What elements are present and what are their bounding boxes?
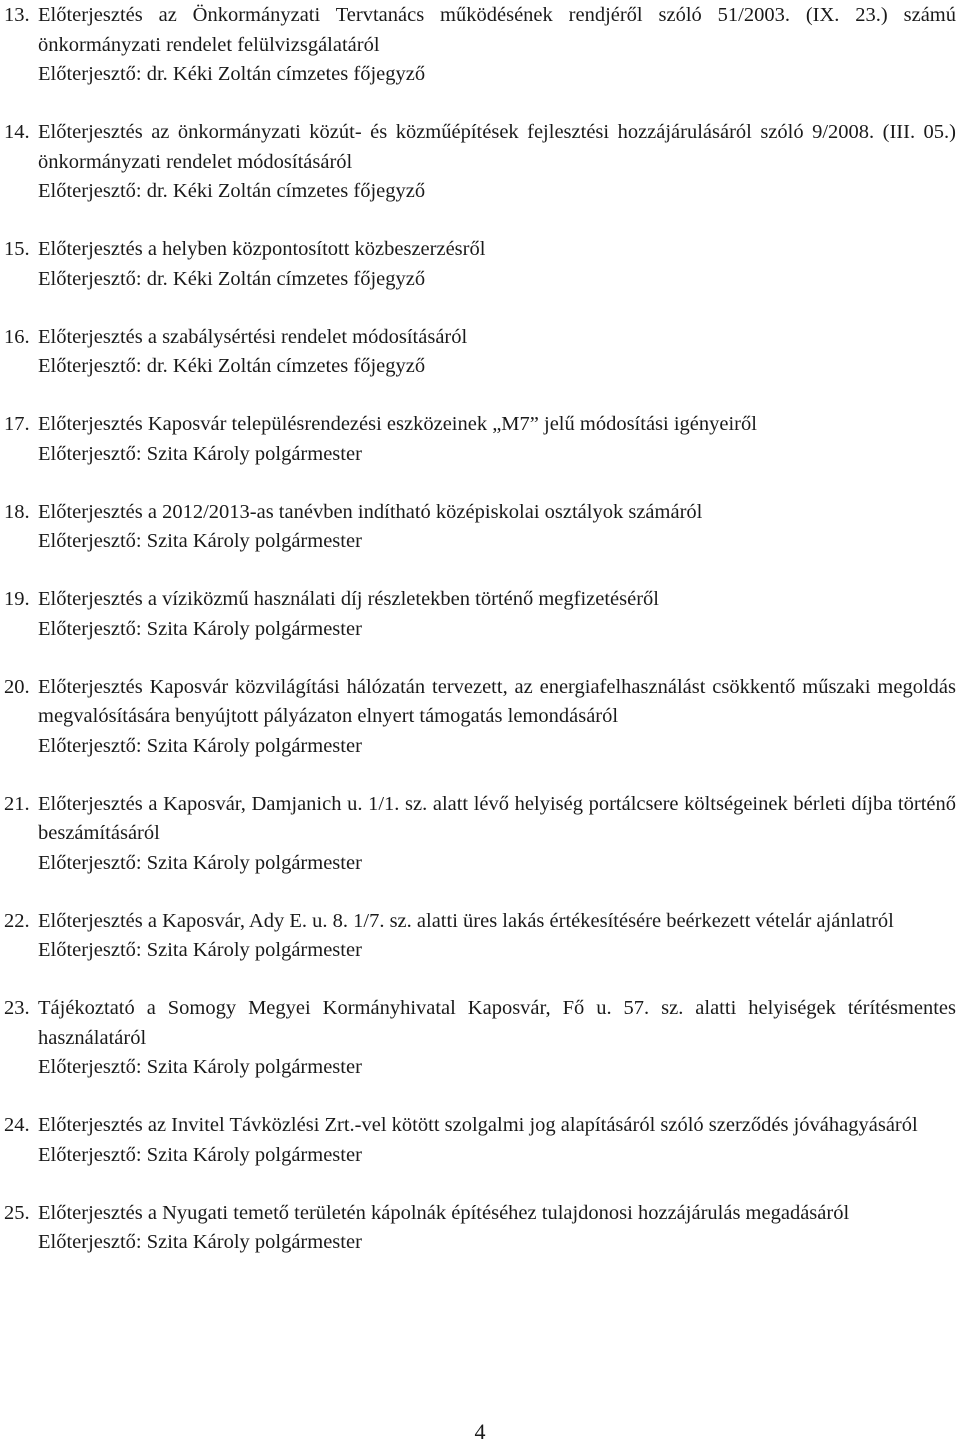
agenda-item-presenter: Előterjesztő: dr. Kéki Zoltán címzetes főjegyző xyxy=(38,355,426,377)
agenda-item xyxy=(4,585,956,644)
agenda-item-number: 15. xyxy=(4,238,30,260)
agenda-item-number: 24. xyxy=(4,1114,30,1136)
agenda-item xyxy=(4,1111,956,1170)
agenda-item-presenter: Előterjesztő: dr. Kéki Zoltán címzetes főjegyző xyxy=(38,267,426,290)
agenda-item-number: 18. xyxy=(4,500,30,523)
agenda-item-title: Előterjesztés Kaposvár településrendezési eszközeinek „M7” jelű módosítási igényeiről xyxy=(38,413,757,435)
agenda-item-presenter: Előterjesztő: Szita Károly polgármester xyxy=(38,1231,362,1253)
agenda-item-body xyxy=(38,1,956,90)
agenda-item-number: 21. xyxy=(4,792,30,815)
agenda-item xyxy=(4,1199,956,1258)
agenda-item-title: Előterjesztés az önkormányzati közút- és közműépítések fejlesztési hozzájárulásáról szóló 9/2008. (III. 05.) önkormányzati rendelet módosításáról xyxy=(38,121,956,173)
agenda-item-presenter: Előterjesztő: Szita Károly polgármester xyxy=(38,1056,362,1078)
agenda-item-title: Előterjesztés a Nyugati temető területén kápolnák építéséhez tulajdonosi hozzájárulás megadásáról xyxy=(38,1201,850,1224)
agenda-item-title: Előterjesztés a helyben központosított közbeszerzésről xyxy=(38,238,486,260)
agenda-item-title: Előterjesztés a 2012/2013-as tanévben indítható középiskolai osztályok számáról xyxy=(38,500,703,523)
agenda-item-number: 17. xyxy=(4,413,30,435)
agenda-item-title: Előterjesztés az Invitel Távközlési Zrt.-vel kötött szolgalmi jog alapításáról szóló szerződés jóváhagyásáról xyxy=(38,1114,918,1136)
agenda-item-title: Előterjesztés a szabálysértési rendelet módosításáról xyxy=(38,325,468,348)
agenda-item-body xyxy=(38,323,956,382)
agenda-item xyxy=(4,323,956,382)
agenda-item-number: 19. xyxy=(4,588,30,610)
agenda-item-title: Előterjesztés Kaposvár közvilágítási hálózatán tervezett, az energiafelhasználást csökkentő műszaki megoldás megvalósítására benyújtott pályázaton elnyert támogatás lemondásáról xyxy=(38,675,956,727)
agenda-item-presenter: Előterjesztő: Szita Károly polgármester xyxy=(38,734,362,757)
agenda-item-presenter: Előterjesztő: Szita Károly polgármester xyxy=(38,442,362,465)
agenda-item xyxy=(4,790,956,879)
agenda-item-presenter: Előterjesztő: dr. Kéki Zoltán címzetes főjegyző xyxy=(38,63,426,85)
agenda-item-presenter: Előterjesztő: Szita Károly polgármester xyxy=(38,851,362,874)
agenda-item-presenter: Előterjesztő: Szita Károly polgármester xyxy=(38,1143,362,1166)
agenda-item-number: 20. xyxy=(4,675,30,698)
agenda-item-presenter: Előterjesztő: Szita Károly polgármester xyxy=(38,617,362,640)
agenda-item xyxy=(4,673,956,762)
agenda-item xyxy=(4,498,956,557)
agenda-item xyxy=(4,907,956,966)
agenda-item-body xyxy=(38,1111,956,1170)
agenda-item-number: 23. xyxy=(4,997,30,1019)
agenda-item-body xyxy=(38,994,956,1083)
agenda-item-body xyxy=(38,585,956,644)
agenda-item-body xyxy=(38,673,956,762)
agenda-item-body xyxy=(38,790,956,879)
agenda-item-title: Tájékoztató a Somogy Megyei Kormányhivatal Kaposvár, Fő u. 57. sz. alatti helyiségek térítésmentes használatáról xyxy=(38,997,956,1049)
agenda-list xyxy=(4,1,956,1286)
agenda-item xyxy=(4,410,956,469)
agenda-item-number: 13. xyxy=(4,4,30,26)
agenda-item-number: 14. xyxy=(4,121,30,143)
agenda-item-title: Előterjesztés a Kaposvár, Damjanich u. 1/1. sz. alatt lévő helyiség portálcsere költségeinek bérleti díjba történő beszámításáról xyxy=(38,792,956,844)
agenda-item-title: Előterjesztés az Önkormányzati Tervtanács működésének rendjéről szóló 51/2003. (IX. 23.) számú önkormányzati rendelet felülvizsgálatáról xyxy=(38,4,956,56)
agenda-item xyxy=(4,235,956,294)
agenda-item xyxy=(4,994,956,1083)
agenda-item xyxy=(4,118,956,207)
agenda-item-title: Előterjesztés a víziközmű használati díj részletekben történő megfizetéséről xyxy=(38,588,660,610)
agenda-item-presenter: Előterjesztő: Szita Károly polgármester xyxy=(38,939,362,961)
agenda-item-body xyxy=(38,235,956,294)
agenda-item-title: Előterjesztés a Kaposvár, Ady E. u. 8. 1/7. sz. alatti üres lakás értékesítésére beérkezett vételár ajánlatról xyxy=(38,909,894,932)
agenda-item-number: 16. xyxy=(4,325,30,348)
agenda-item-presenter: Előterjesztő: Szita Károly polgármester xyxy=(38,530,362,552)
agenda-item-body xyxy=(38,1199,956,1258)
page-number: 4 xyxy=(474,1419,486,1444)
agenda-item-presenter: Előterjesztő: dr. Kéki Zoltán címzetes főjegyző xyxy=(38,180,426,202)
agenda-item-body xyxy=(38,907,956,966)
agenda-item-body xyxy=(38,410,956,469)
agenda-item-number: 22. xyxy=(4,909,30,932)
agenda-item xyxy=(4,1,956,90)
agenda-item-body xyxy=(38,118,956,207)
agenda-item-body xyxy=(38,498,956,557)
agenda-item-number: 25. xyxy=(4,1201,30,1224)
